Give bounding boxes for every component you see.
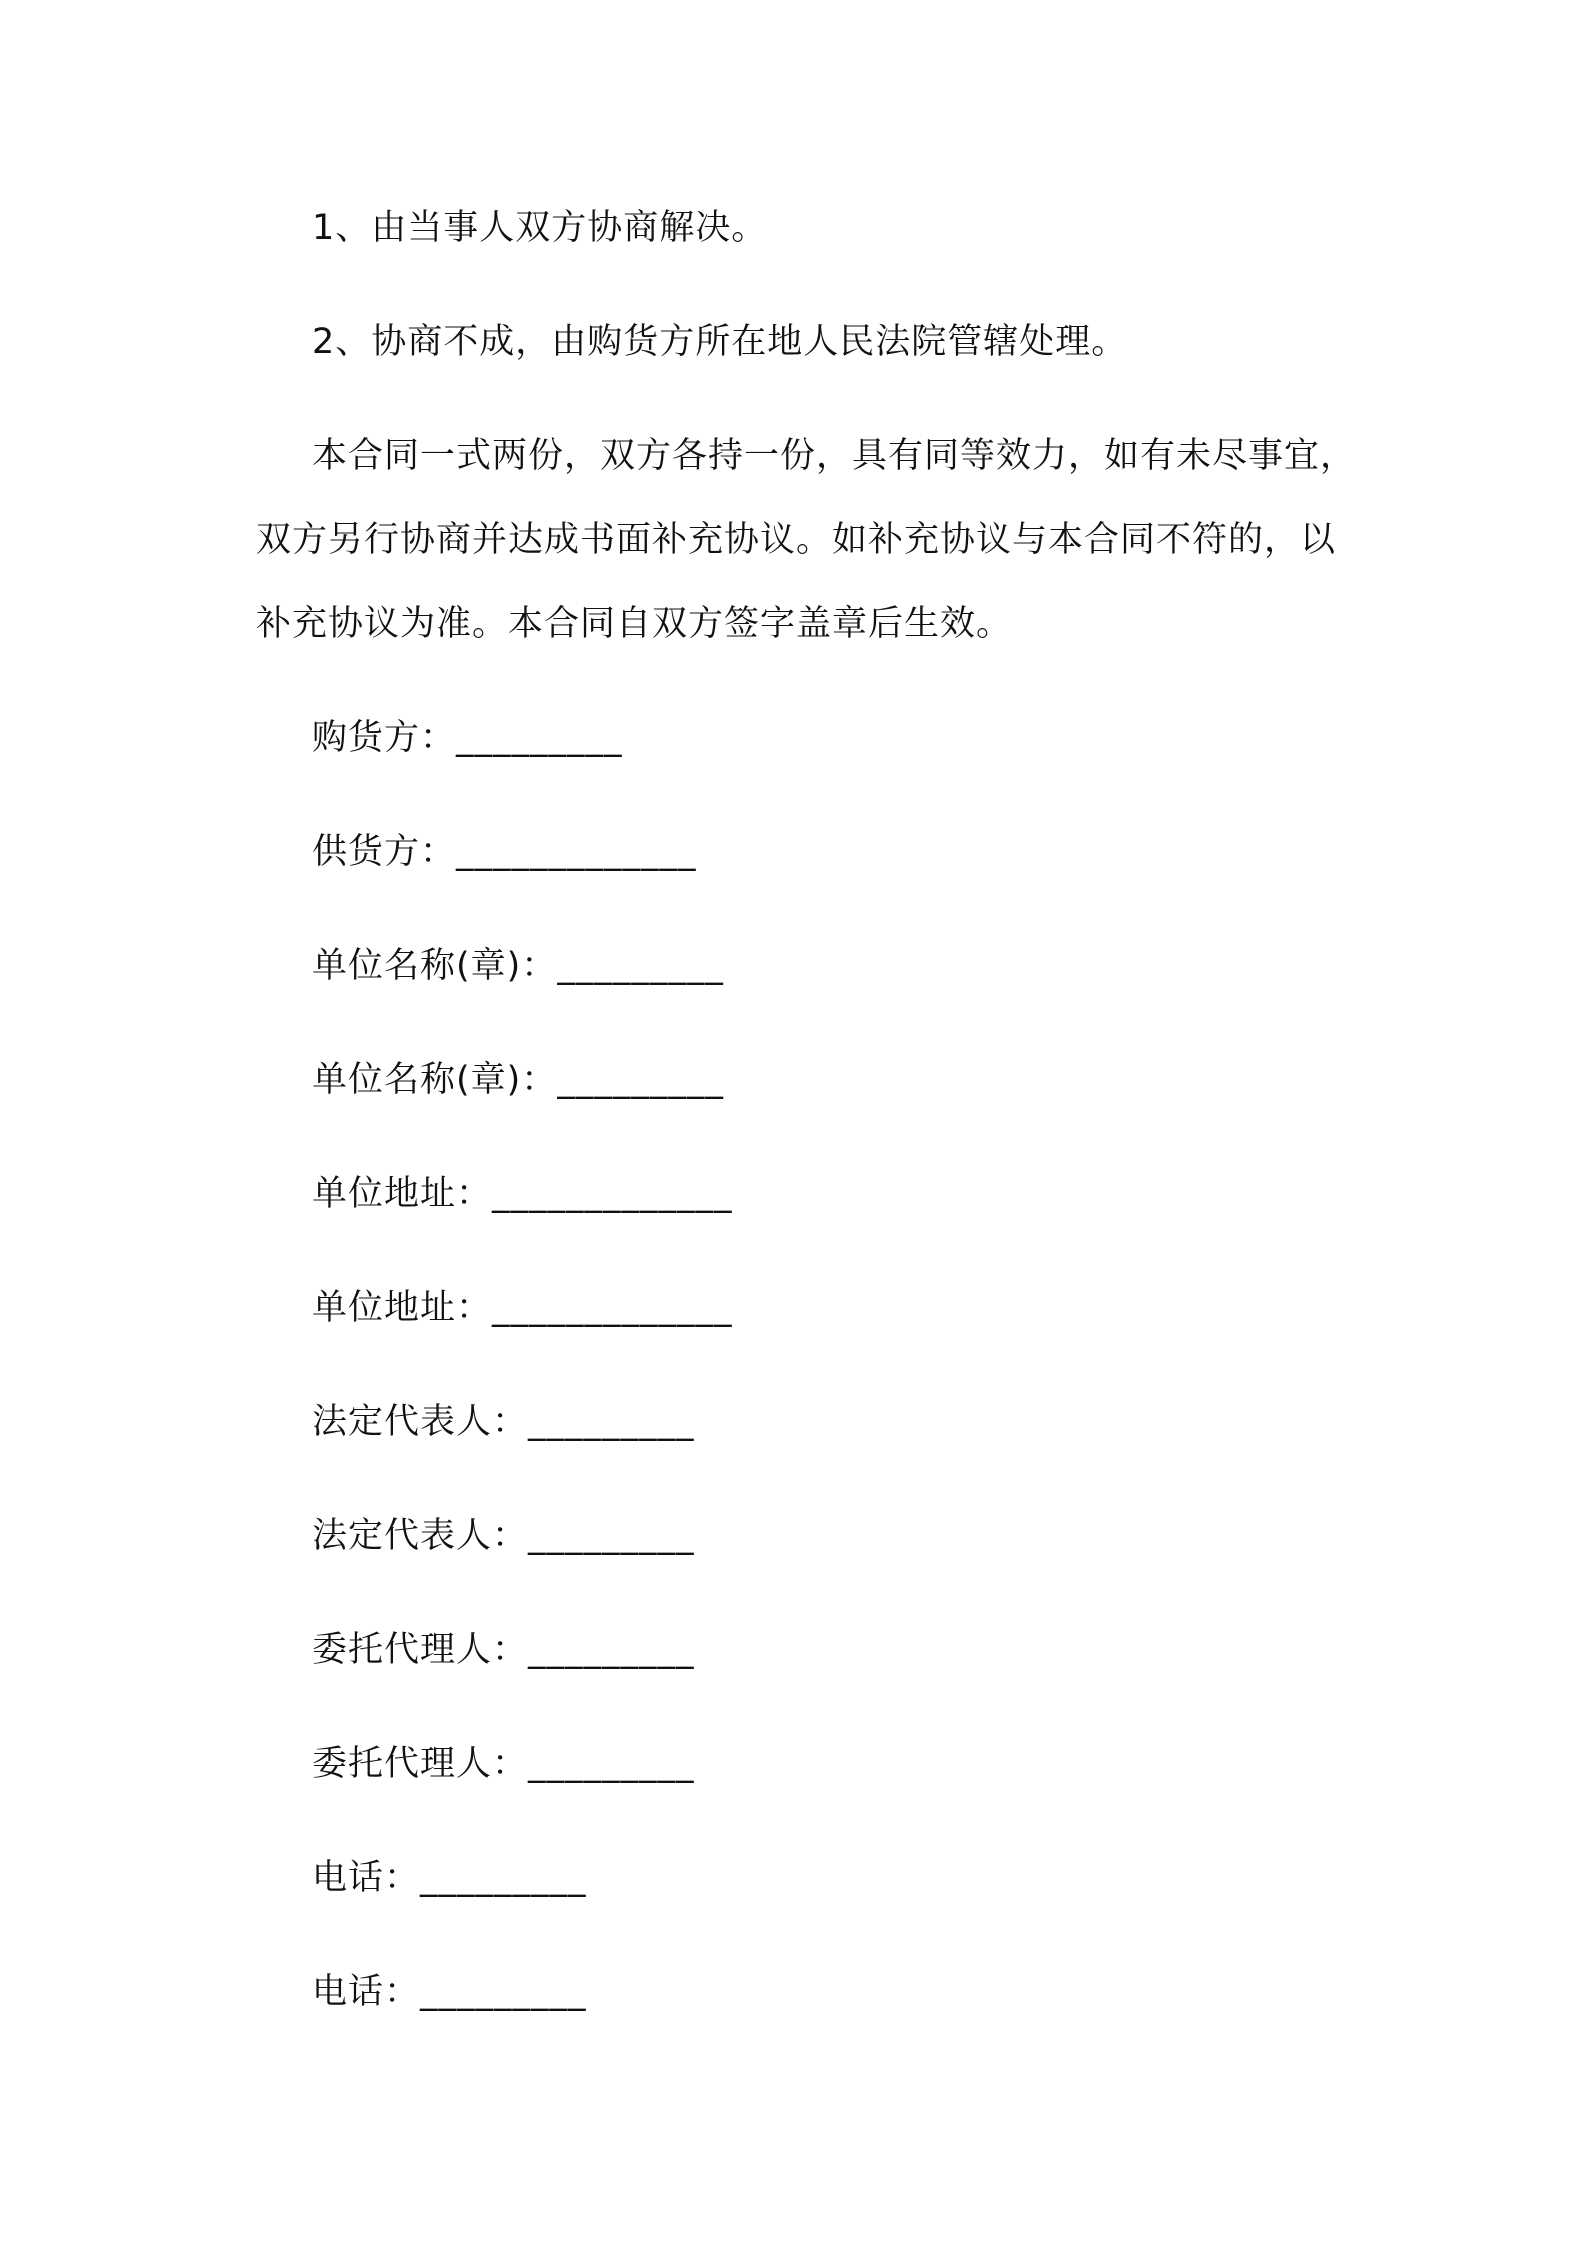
field-label: 电话：	[312, 1858, 421, 1898]
closing-paragraph-line-1: 本合同一式两份，双方各持一份，具有同等效力，如有未尽事宜，	[312, 436, 1357, 476]
closing-paragraph-line-3: 补充协议为准。本合同自双方签字盖章后生效。	[256, 604, 1013, 644]
field-label: 单位地址：	[312, 1288, 493, 1328]
field-label: 电话：	[312, 1972, 421, 2012]
field-blank: _________	[420, 1858, 587, 1898]
signature-field-agent-1	[312, 1628, 695, 1672]
field-blank: _____________	[492, 1288, 733, 1328]
field-label: 委托代理人：	[312, 1630, 529, 1670]
clause-2: 2、协商不成，由购货方所在地人民法院管辖处理。	[312, 322, 1128, 362]
signature-field-supplier	[312, 830, 697, 874]
signature-field-legal-rep-1	[312, 1400, 695, 1444]
field-blank: _________	[528, 1402, 695, 1442]
field-blank: _________	[557, 946, 724, 986]
signature-field-legal-rep-2	[312, 1514, 695, 1558]
signature-field-agent-2	[312, 1742, 695, 1786]
clause-1: 1、由当事人双方协商解决。	[312, 208, 768, 248]
signature-field-phone-2	[312, 1970, 587, 2014]
field-label: 法定代表人：	[312, 1402, 529, 1442]
field-label: 单位名称(章)：	[312, 946, 558, 986]
field-blank: _________	[528, 1744, 695, 1784]
field-blank: _________	[557, 1060, 724, 1100]
field-label: 单位地址：	[312, 1174, 493, 1214]
field-blank: _____________	[492, 1174, 733, 1214]
field-blank: _________	[528, 1516, 695, 1556]
field-blank: _____________	[456, 832, 697, 872]
field-label: 委托代理人：	[312, 1744, 529, 1784]
signature-field-company-address-1	[312, 1172, 733, 1216]
closing-paragraph-line-2: 双方另行协商并达成书面补充协议。如补充协议与本合同不符的，以	[256, 520, 1337, 560]
field-blank: _________	[420, 1972, 587, 2012]
signature-field-buyer	[312, 716, 623, 760]
field-label: 供货方：	[312, 832, 457, 872]
field-label: 单位名称(章)：	[312, 1060, 558, 1100]
signature-field-company-name-1	[312, 944, 724, 988]
signature-field-company-address-2	[312, 1286, 733, 1330]
field-blank: _________	[456, 718, 623, 758]
signature-field-phone-1	[312, 1856, 587, 1900]
field-blank: _________	[528, 1630, 695, 1670]
signature-field-company-name-2	[312, 1058, 724, 1102]
field-label: 购货方：	[312, 718, 457, 758]
field-label: 法定代表人：	[312, 1516, 529, 1556]
